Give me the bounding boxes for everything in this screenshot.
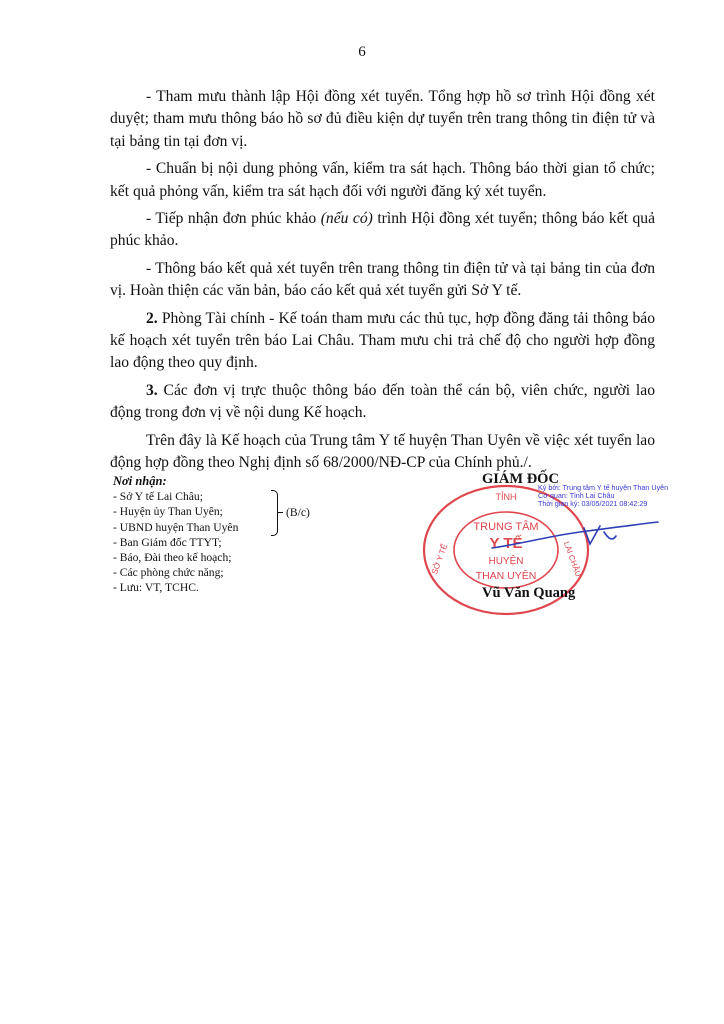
paragraph-6 — [110, 380, 655, 425]
signer-name: Vũ Văn Quang — [482, 585, 576, 601]
recipient-item: - Sở Y tế Lai Châu; — [113, 490, 203, 504]
recipients-bracket-tip — [278, 512, 283, 513]
recipients-title: Nơi nhận: — [113, 474, 167, 488]
stamp-line-1: TRUNG TÂM — [473, 521, 539, 533]
digital-agency: Cơ quan: Tỉnh Lai Châu — [538, 491, 615, 501]
recipient-item: - Báo, Đài theo kế hoạch; — [113, 551, 232, 565]
recipient-item: - Huyện ủy Than Uyên; — [113, 505, 223, 519]
recipients-list — [113, 489, 373, 595]
stamp-ring-top: TỈNH — [495, 492, 517, 502]
page-number: 6 — [358, 44, 366, 60]
paragraph-5-number: 2. — [146, 309, 158, 327]
recipient-item: - Các phòng chức năng; — [113, 566, 224, 580]
handwritten-signature — [490, 518, 660, 558]
paragraph-closing: Trên đây là Kế hoạch của Trung tâm Y tế huyện Than Uyên về việc xét tuyển lao động hợp đồng theo Nghị định số 68/2000/NĐ-CP của Chính phủ./. — [110, 431, 655, 472]
paragraph-3-italic: (nếu có) — [320, 210, 373, 228]
recipient-item: - Ban Giám đốc TTYT; — [113, 535, 222, 549]
stamp-line-2: Y TẾ — [489, 535, 523, 552]
paragraph-4: - Thông báo kết quả xét tuyển trên trang thông tin điện tử và tại bảng tin của đơn vị. Hoàn thiện các văn bản, báo cáo kết quả xét tuyển gửi Sở Y tế. — [110, 259, 655, 300]
paragraph-3-start: - Tiếp nhận đơn phúc khảo — [146, 210, 321, 228]
digital-signature-info — [538, 484, 678, 509]
stamp-ring-left: SỞ Y TẾ — [429, 542, 450, 576]
digital-time: Thời gian ký: 03/05/2021 08:42:29 — [538, 499, 648, 509]
stamp-line-4: THAN UYÊN — [475, 570, 537, 582]
digital-signer: Ký bởi: Trung tâm Y tế huyện Than Uyên — [538, 483, 669, 492]
signature-block — [420, 468, 669, 608]
stamp-ring-right: LAI CHÂU — [561, 540, 583, 579]
paragraph-2: - Chuẩn bị nội dung phỏng vấn, kiểm tra sát hạch. Thông báo thời gian tổ chức; kết quả phỏng vấn, kiểm tra sát hạch đối với người đăng ký xét tuyển. — [110, 160, 655, 200]
paragraph-5 — [110, 308, 655, 375]
recipient-item: - UBND huyện Than Uyên — [113, 520, 239, 534]
document-body — [110, 86, 655, 480]
signer-role: GIÁM ĐỐC — [482, 471, 559, 487]
paragraph-3 — [110, 208, 655, 253]
report-label: (B/c) — [286, 506, 310, 519]
stamp-line-3: HUYỆN — [488, 556, 524, 567]
paragraph-5-text: Phòng Tài chính - Kế toán tham mưu các thủ tục, hợp đồng đăng tải thông báo kế hoạch xét tuyển trên báo Lai Châu. Tham mưu chi trả chế độ cho người hợp đồng lao động theo quy định. — [110, 309, 655, 372]
recipients-bracket — [271, 490, 278, 536]
paragraph-6-text: Các đơn vị trực thuộc thông báo đến toàn thể cán bộ, viên chức, người lao động trong đơn vị về nội dung Kế hoạch. — [110, 381, 655, 422]
paragraph-3-end: trình Hội đồng xét tuyển; thông báo kết quả phúc khảo. — [110, 210, 655, 250]
recipient-item: - Lưu: VT, TCHC. — [113, 581, 199, 595]
paragraph-1: - Tham mưu thành lập Hội đồng xét tuyển. Tổng hợp hồ sơ trình Hội đồng xét duyệt; tham mưu thông báo hồ sơ đủ điều kiện dự tuyển trên trang thông tin điện tử và tại bảng tin tại đơn vị. — [110, 88, 655, 150]
paragraph-6-number: 3. — [146, 381, 158, 399]
recipients-block — [113, 474, 373, 596]
